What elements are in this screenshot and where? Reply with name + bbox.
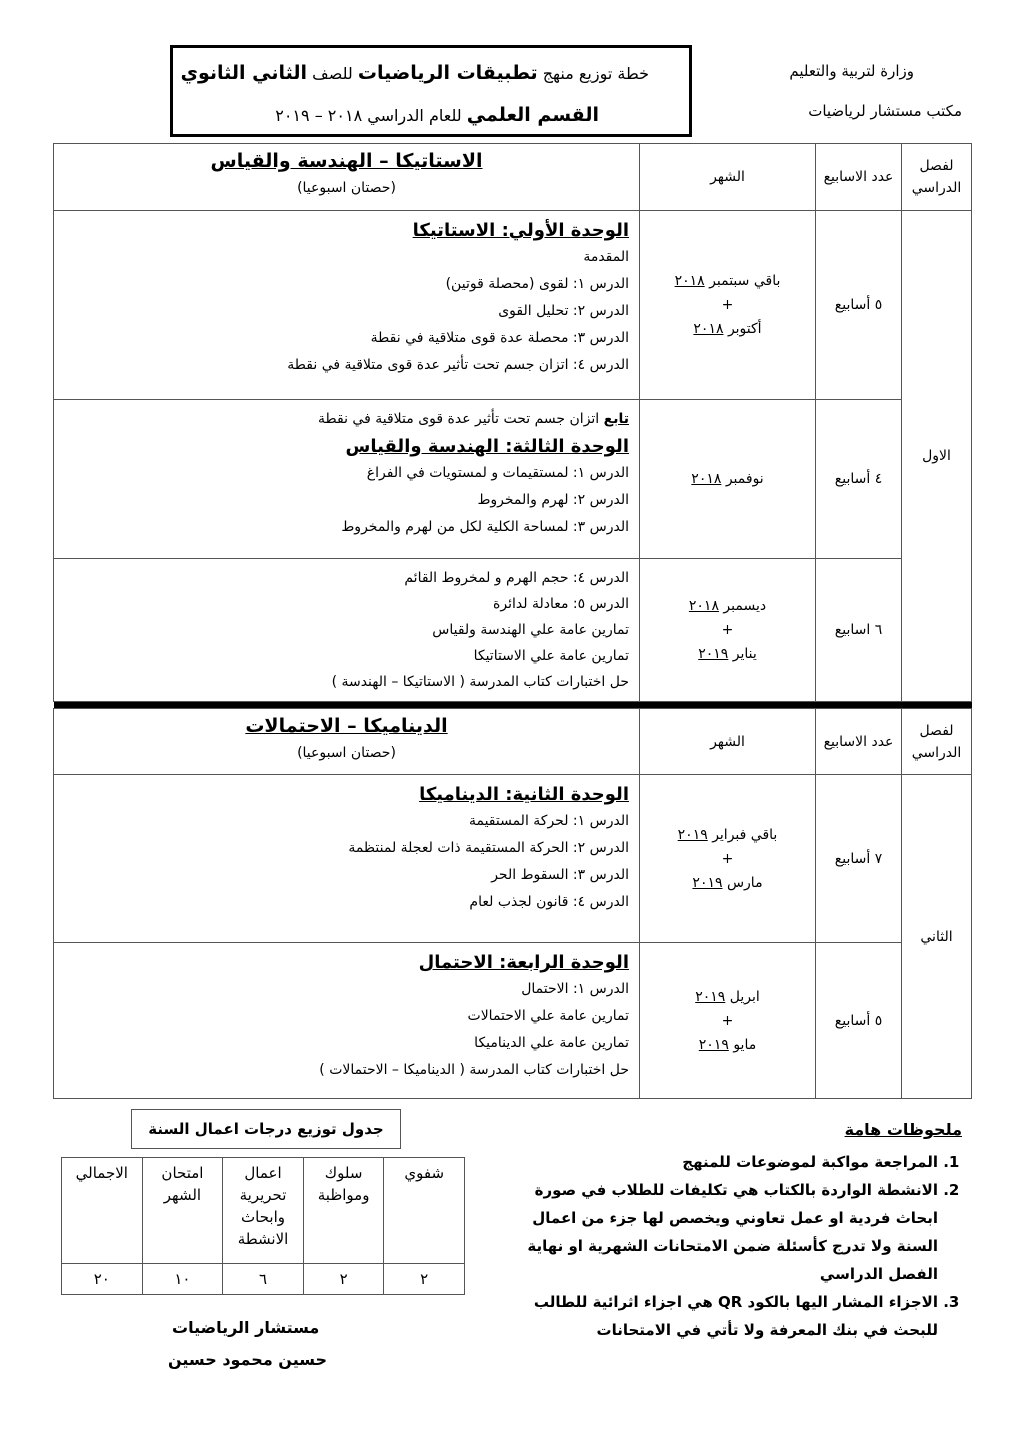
term-separator [54,702,972,709]
grades-value-cell: ٦ [223,1264,304,1295]
table-row [54,943,972,1099]
grades-value-cell: ٢ [303,1264,384,1295]
title-part2: للصف [312,64,353,83]
content-cell [54,943,640,1099]
lesson-line: الدرس ١: الاحتمال [521,981,629,997]
notes-list [492,1148,962,1344]
lesson-line: الدرس ٤: قانون لجذب لعام [469,894,629,910]
office-name: مكتب مستشار لرياضيات [808,102,962,120]
grades-value-row [62,1264,465,1295]
lesson-line: حل اختبارات كتاب المدرسة ( الديناميكا – الاحتمالات ) [319,1062,629,1078]
month-cell [640,559,816,702]
month-name: نوفمبر [725,471,764,487]
term2-name: الثاني [902,775,972,1099]
note-item: 1. المراجعة مواكبة لموضوعات للمنهج [492,1148,938,1176]
lesson-line: الدرس ٣: محصلة عدة قوى متلاقية في نقطة [370,330,629,346]
month-year: ٢٠١٩ [695,988,726,1005]
grades-caption: جدول توزيع درجات اعمال السنة [131,1109,401,1149]
month-year: ٢٠١٨ [674,273,705,289]
lesson-line: الدرس ١: لقوى (محصلة قوتين) [445,276,629,292]
title-year: للعام الدراسي ٢٠١٨ – ٢٠١٩ [275,106,462,125]
signature-name: حسين محمود حسين [168,1350,328,1369]
term-column-header: لفصل الدراسي [902,709,972,775]
grades-header-row [62,1158,465,1264]
signature-role: مستشار الرياضيات [172,1318,320,1337]
month-year: ٢٠١٨ [688,598,719,614]
month-plus: + [721,850,734,867]
term2-subtitle: (حصتان اسبوعيا) [297,745,396,761]
month-cell [640,211,816,400]
month-year: ٢٠١٩ [692,874,723,891]
grades-value-cell: ٢ [384,1264,465,1295]
plan-table [53,143,972,1099]
weeks-column-header: عدد الاسابيع [816,144,902,211]
unit-title: الوحدة الأولي: الاستاتيكا [412,220,629,241]
unit-title: الوحدة الثالثة: الهندسة والقياس [345,436,629,457]
term2-header-row [54,709,972,775]
term1-subtitle: (حصتان اسبوعيا) [297,180,396,196]
lesson-line: تمارين عامة علي الديناميكا [474,1035,629,1051]
title-subject: تطبيقات الرياضيات [357,62,538,84]
term2-title: الديناميكا – الاحتمالات [245,715,448,737]
term2-header-cell [54,709,640,775]
lesson-line: الدرس ٢: لهرم والمخروط [477,492,629,508]
month-plus: + [721,1012,734,1029]
lesson-line: الدرس ٣: لمساحة الكلية لكل من لهرم والمخروط [341,519,629,535]
month-name: باقي فبراير [712,826,778,843]
table-row [54,211,972,400]
lesson-line: الدرس ٤: اتزان جسم تحت تأثير عدة قوى متلاقية في نقطة [287,357,629,373]
content-cell [54,400,640,559]
ministry-name: وزارة لتربية والتعليم [789,62,914,80]
title-box [170,45,692,137]
term1-title: الاستاتيكا – الهندسة والقياس [210,150,483,172]
note-item: 3. الاجزاء المشار اليها بالكود QR هي اجزاء اثرائية للطالب للبحث في بنك المعرفة ولا تأتي في الامتحانات [492,1288,938,1344]
title-line-1 [181,62,649,84]
term1-header-row [54,144,972,211]
notes-title: ملحوظات هامة [844,1120,962,1139]
month-name: ابريل [729,988,760,1005]
term1-name: الاول [902,211,972,702]
lesson-line: الدرس ١: لحركة المستقيمة [468,813,629,829]
month-year: ٢٠١٩ [698,1036,729,1053]
title-grade: الثاني الثانوي [180,62,308,84]
note-item: 2. الانشطة الواردة بالكتاب هي تكليفات للطلاب في صورة ابحاث فردية او عمل تعاوني ويخصص لها جزء من اعمال السنة ولا تدرج كأسئلة ضمن الامتحانات الشهرية او نهاية الفصل الدراسي [492,1176,938,1288]
lesson-line: المقدمة [583,249,629,265]
month-plus: + [721,622,734,638]
month-year: ٢٠١٩ [677,826,708,843]
table-row [54,559,972,702]
term1-header-cell [54,144,640,211]
weeks-cell: ٥ أسابيع [816,943,902,1099]
grades-header-cell: الاجمالي [62,1158,143,1264]
grades-table [61,1157,465,1295]
lesson-line: الدرس ٤: حجم الهرم و لمخروط القائم [404,570,629,586]
title-line-2 [275,104,599,126]
month-name: يناير [732,646,757,662]
grades-header-cell: سلوك ومواظبة [303,1158,384,1264]
follow-label: تابع [603,411,629,427]
lesson-line: الدرس ٢: تحليل القوى [498,303,629,319]
grades-value-cell: ٢٠ [62,1264,143,1295]
table-row [54,775,972,943]
weeks-cell: ٥ أسابيع [816,211,902,400]
month-name: مايو [733,1036,757,1053]
month-name: مارس [726,874,763,891]
grades-header-cell: امتحان الشهر [142,1158,223,1264]
lesson-line: تمارين عامة علي الاستاتيكا [473,648,629,664]
title-part1: خطة توزيع منهج [542,64,649,83]
title-section: القسم العلمي [466,104,599,126]
grades-header-cell: اعمال تحريرية وابحاث الانشطة [223,1158,304,1264]
weeks-cell: ٧ أسابيع [816,775,902,943]
grades-value-cell: ١٠ [142,1264,223,1295]
month-plus: + [721,297,734,313]
lesson-line: الدرس ٢: الحركة المستقيمة ذات لعجلة لمنتظمة [348,840,629,856]
lesson-line: تمارين عامة علي الهندسة ولقياس [432,622,629,638]
table-row [54,400,972,559]
unit-title: الوحدة الثانية: الديناميكا [419,784,629,805]
month-cell [640,943,816,1099]
term-column-header: لفصل الدراسي [902,144,972,211]
month-year: ٢٠١٨ [691,471,722,487]
month-cell [640,400,816,559]
content-cell [54,559,640,702]
follow-line [64,406,629,433]
content-cell [54,775,640,943]
lesson-line: الدرس ٥: معادلة لدائرة [493,596,629,612]
lesson-line: الدرس ٣: السقوط الحر [491,867,629,883]
month-column-header: الشهر [640,144,816,211]
follow-text: اتزان جسم تحت تأثير عدة قوى متلاقية في نقطة [318,411,600,427]
weeks-cell: ٦ اسابيع [816,559,902,702]
lesson-line: الدرس ١: لمستقيمات و لمستويات في الفراغ [366,465,629,481]
month-cell [640,775,816,943]
grades-header-cell: شفوي [384,1158,465,1264]
unit-title: الوحدة الرابعة: الاحتمال [418,952,629,973]
weeks-cell: ٤ أسابيع [816,400,902,559]
month-year: ٢٠١٨ [693,321,724,337]
content-cell [54,211,640,400]
month-column-header: الشهر [640,709,816,775]
lesson-line: تمارين عامة علي الاحتمالات [467,1008,629,1024]
weeks-column-header: عدد الاسابيع [816,709,902,775]
month-name: ديسمبر [723,598,767,614]
month-name: باقي سبتمبر [709,273,781,289]
month-name: أكتوبر [727,321,762,337]
month-year: ٢٠١٩ [698,646,729,662]
lesson-line: حل اختبارات كتاب المدرسة ( الاستاتيكا – الهندسة ) [331,674,629,690]
